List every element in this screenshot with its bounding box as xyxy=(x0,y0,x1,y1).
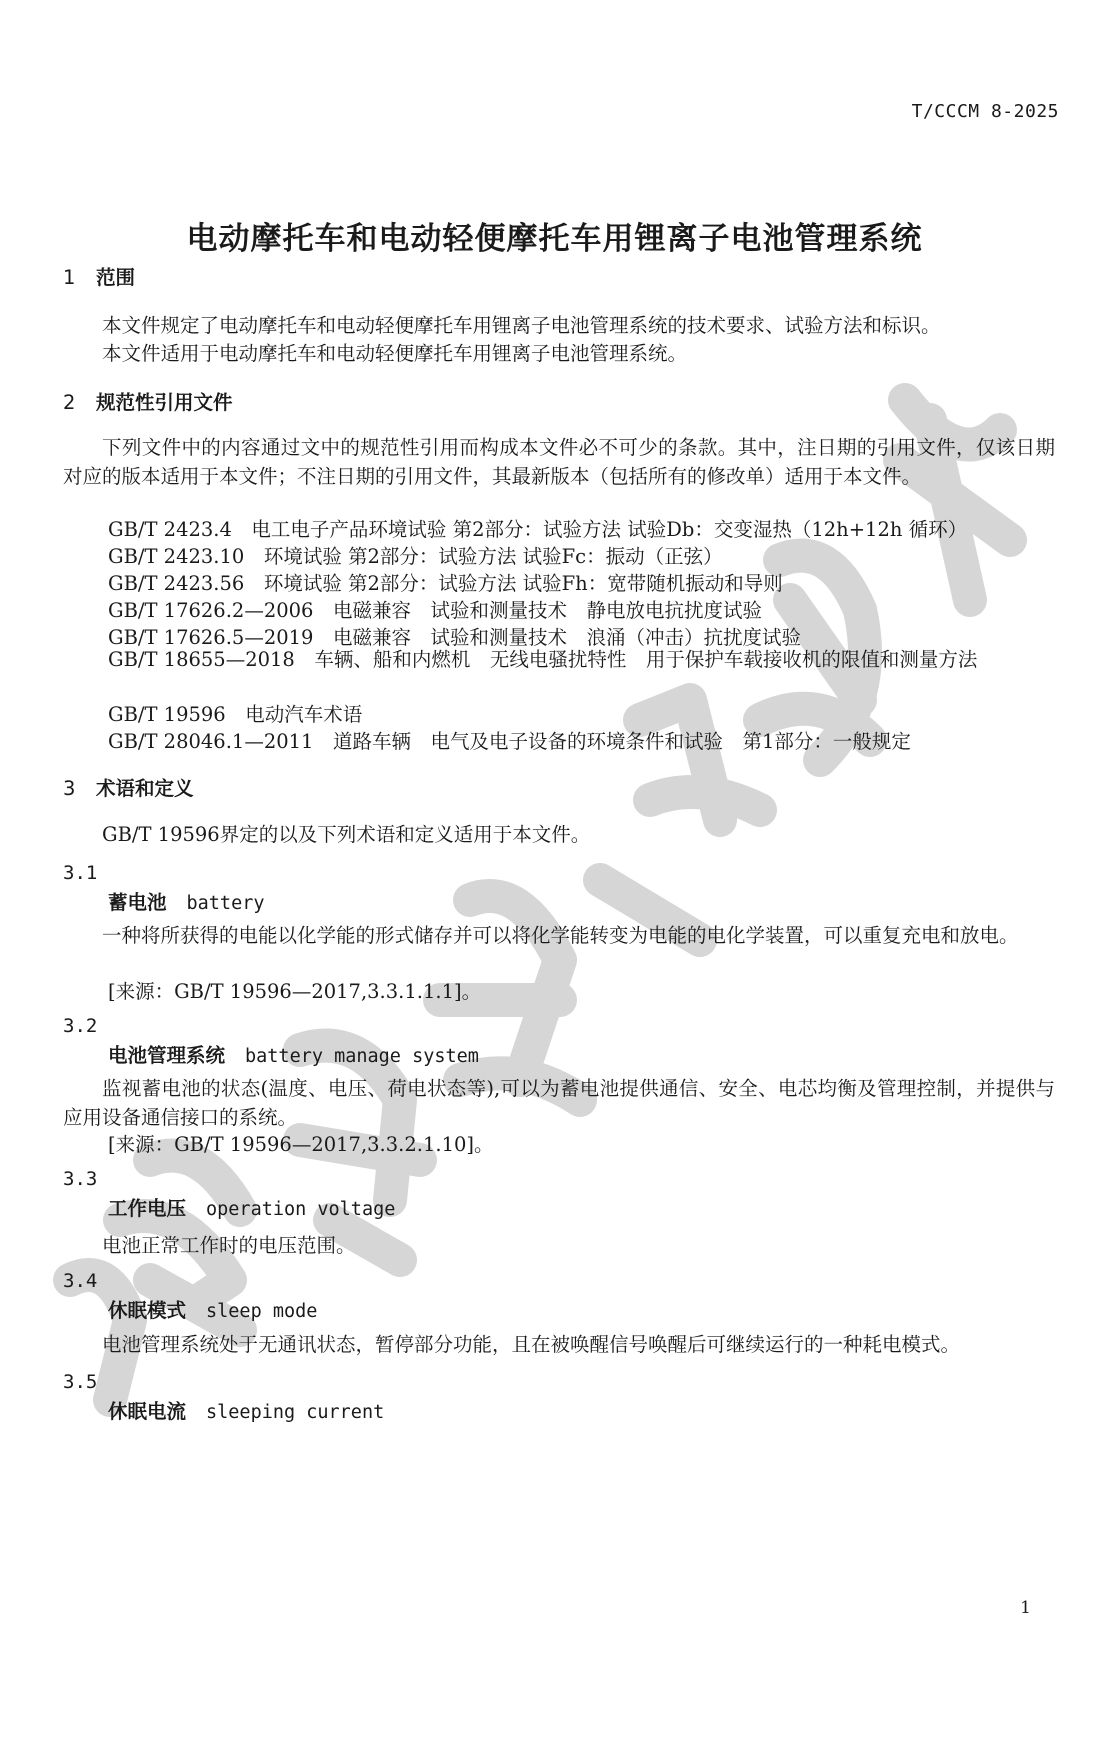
term-number: 3.5 xyxy=(63,1371,98,1393)
scope-paragraph-2: 本文件适用于电动摩托车和电动轻便摩托车用锂离子电池管理系统。 xyxy=(102,342,688,365)
section-1-heading xyxy=(63,262,135,290)
section-title: 范围 xyxy=(96,266,136,289)
reference-item: GB/T 2423.10 环境试验 第2部分：试验方法 试验Fc：振动（正弦） xyxy=(108,545,723,568)
term-en: battery manage system xyxy=(245,1046,479,1067)
terms-intro: GB/T 19596界定的以及下列术语和定义适用于本文件。 xyxy=(102,823,591,846)
term-definition: 电池正常工作时的电压范围。 xyxy=(102,1234,356,1257)
term-zh: 休眠电流 xyxy=(108,1400,187,1423)
reference-item: GB/T 17626.2—2006 电磁兼容 试验和测量技术 静电放电抗扰度试验 xyxy=(108,599,762,622)
document-id: T/CCCM 8-2025 xyxy=(911,101,1059,122)
section-number: 1 xyxy=(63,266,76,289)
term-definition: 电池管理系统处于无通讯状态，暂停部分功能，且在被唤醒信号唤醒后可继续运行的一种耗电模式。 xyxy=(102,1333,961,1356)
term-number: 3.3 xyxy=(63,1168,98,1190)
reference-item: GB/T 2423.4 电工电子产品环境试验 第2部分：试验方法 试验Db：交变湿热（12h+12h 循环） xyxy=(108,518,968,541)
section-title: 术语和定义 xyxy=(96,777,194,800)
term-heading xyxy=(108,887,264,915)
section-number: 3 xyxy=(63,777,76,800)
term-definition: 监视蓄电池的状态(温度、电压、荷电状态等),可以为蓄电池提供通信、安全、电芯均衡及管理控制，并提供与应用设备通信接口的系统。 xyxy=(63,1077,1055,1129)
reference-item: GB/T 18655—2018 车辆、船和内燃机 无线电骚扰特性 用于保护车载接收机的限值和测量方法 xyxy=(108,648,978,671)
term-source: [来源：GB/T 19596—2017,3.3.1.1.1]。 xyxy=(108,980,482,1003)
term-zh: 蓄电池 xyxy=(108,891,167,914)
term-en: operation voltage xyxy=(206,1199,396,1220)
document-title: 电动摩托车和电动轻便摩托车用锂离子电池管理系统 xyxy=(186,221,923,257)
section-2-heading xyxy=(63,387,233,415)
term-heading xyxy=(108,1193,395,1221)
term-en: sleep mode xyxy=(206,1301,318,1322)
reference-item: GB/T 2423.56 环境试验 第2部分：试验方法 试验Fh：宽带随机振动和导则 xyxy=(108,572,783,595)
term-definition: 一种将所获得的电能以化学能的形式储存并可以将化学能转变为电能的电化学装置，可以重复充电和放电。 xyxy=(102,924,1019,947)
section-number: 2 xyxy=(63,391,76,414)
scope-paragraph-1: 本文件规定了电动摩托车和电动轻便摩托车用锂离子电池管理系统的技术要求、试验方法和标识。 xyxy=(102,314,941,337)
term-zh: 工作电压 xyxy=(108,1197,187,1220)
term-en: battery xyxy=(186,893,265,914)
section-title: 规范性引用文件 xyxy=(96,391,233,414)
references-intro: 下列文件中的内容通过文中的规范性引用而构成本文件必不可少的条款。其中，注日期的引用文件，仅该日期对应的版本适用于本文件；不注日期的引用文件，其最新版本（包括所有的修改单）适用于本文件。 xyxy=(63,436,1055,488)
term-zh: 休眠模式 xyxy=(108,1299,187,1322)
page-number: 1 xyxy=(1020,1598,1031,1618)
reference-item: GB/T 19596 电动汽车术语 xyxy=(108,703,363,726)
term-heading xyxy=(108,1396,384,1424)
reference-item: GB/T 28046.1—2011 道路车辆 电气及电子设备的环境条件和试验 第1部分：一般规定 xyxy=(108,730,911,753)
term-number: 3.4 xyxy=(63,1270,98,1292)
term-heading xyxy=(108,1040,479,1068)
reference-item: GB/T 17626.5—2019 电磁兼容 试验和测量技术 浪涌（冲击）抗扰度试验 xyxy=(108,626,801,649)
term-number: 3.2 xyxy=(63,1015,98,1037)
section-3-heading xyxy=(63,773,194,801)
term-zh: 电池管理系统 xyxy=(108,1044,226,1067)
term-number: 3.1 xyxy=(63,862,98,884)
term-source: [来源：GB/T 19596—2017,3.3.2.1.10]。 xyxy=(108,1133,494,1156)
term-heading xyxy=(108,1295,317,1323)
term-en: sleeping current xyxy=(206,1402,385,1423)
